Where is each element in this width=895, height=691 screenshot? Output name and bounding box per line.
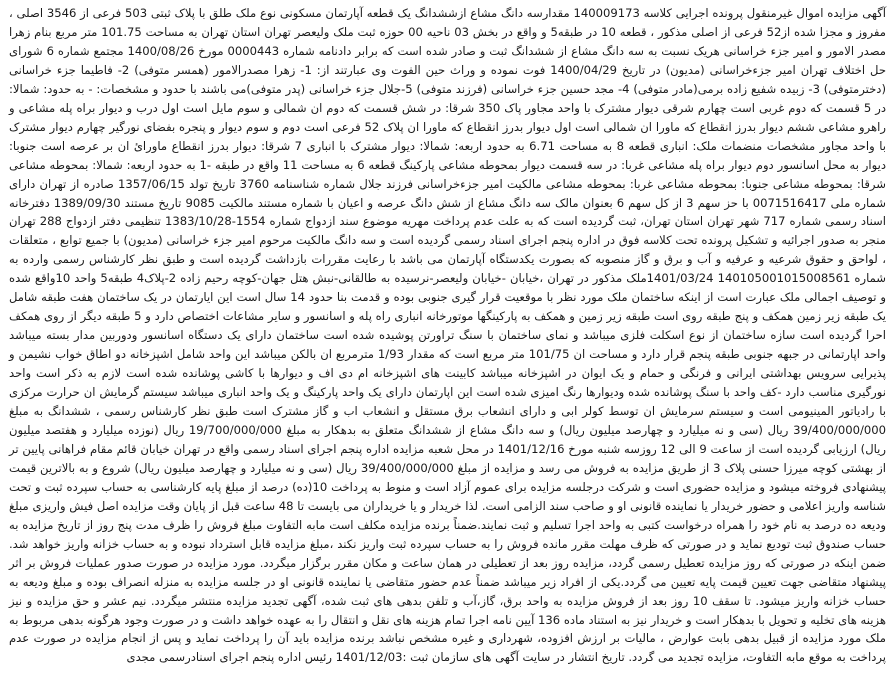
notice-footer: تاریخ انتشار در سایت آگهی های سازمان ثبت :1401/12/03 رئیس اداره پنجم اجرای اسنادرسمی مجدی — [126, 650, 625, 665]
notice-body: آگهی مزایده اموال غیرمنقول پرونده اجرایی کلاسه 140009173 مقدارسه دانگ مشاع ازششدانگ یک قطعه آپارتمان مسکونی نوع ملک طلق با پلاک ثبتی 503 فرعی از 3546 اصلی ، مفروز و مجزا شده از52 فرعی از اصلی مذکور ، قطعه 10 در طبقه5 و واقع در بخش 03 ناحیه 00 حوزه ثبت ملک ولیعصر تهران استان تهران به مساحت 101.75 متر مربع بنام زهرا مصدر الامور و امیر جزء خراسانی هریک نسبت به سه دانگ مشاع از ششدانگ ثبت و صادر شده است که برابر دادنامه شماره 0000443 مورخ 1400/08/26 مجتمع شماره 6 شورای حل اختلاف تهران امیر جزءخراسانی (مدیون) در تاریخ 1400/04/29 فوت نموده و وراث حین الفوت وی عبارتند از: 1- زهرا مصدرالامور (همسر متوفی) 2- فاطیما جزء خراسانی (دخترمتوفی) 3- زبیده شفیع زاده برمی(مادر متوفی) 4- مجد حسین جزء خراسانی (فرزند متوفی) 5-جلال جزء خراسانی (پدر متوفی)می باشند با حدود و مشخصات: - به حدود: شمالا: در 5 قسمت که دوم غربی است چهارم شرقی دیوار مشترک با واحد مجاور پاک 350 شرقا: در شش قسمت که دوم ان شمالی و سوم مایل است اول درب و دیوار براه پله مشاعی و راهرو مشاعی ششم دیوار بدرز انقطاع که ماورا ان شمالی است اول دیوار بدرز انقطاع که ماورا ان پلاک 52 فرعی است دوم و سوم دیوار و پنجره بفضای نورگیر چهارم دیوار مشترک با واحد مجاور مشخصات منضمات ملک: انباری قطعه 8 به مساحت 6.71 به حدود اربعه: شمالا: دیوار مشترک با انباری 7 شرقا: دیوار بدرز انقطاع ماورائ ان بر عرصه است جنوبا: دیوار به محل اسانسور دوم دیوار براه پله مشاعی غربا: در سه قسمت دیوار بمحوطه مشاعی پارکینگ قطعه 6 به مساحت 11 واقع در طبقه -1 به حدود اربعه: شمالا: بمحوطه مشاعی شرقا: بمحوطه مشاعی جنوبا: بمحوطه مشاعی غربا: بمحوطه مشاعی مالکیت امیر جزءخراسانی فرزند جلال شماره شناسنامه 3760 تاریخ تولد 1357/06/15 صادره از تهران دارای شماره ملی 0071516417 با حز سهم 3 از کل سهم 6 بعنوان مالک سه دانگ مشاع از شش دانگ عرصه و اعیان با شماره مستند مالکیت 9085 تاریخ مستند 1389/09/30 دفترخانه اسناد رسمی شماره 717 شهر تهران استان تهران، ثبت گردیده است که به علت عدم پرداخت مهریه موضوع سند ازدواج شماره 1554-1383/10/28 تنظیمی دفتر ازدواج 288 تهران منجر به صدور اجرائیه و تشکیل پرونده تحت کلاسه فوق در اداره پنجم اجرای اسناد رسمی گردیده است و سه دانگ مالکیت مرحوم امیر جزء خراسانی (مدیون) با جمیع توابع ، متعلقات ، لواحق و حقوق شرعیه و عرفیه و آب و برق و گاز منصوبه که بصورت یکدستگاه آپارتمان می باشد با رعایت مقررات بازداشت گردیده است و طبق نظر کارشناس رسمی وارده به شماره 140105001015008561 1401/03/24ملک مذکور در تهران ،خیابان -خیابان ولیعصر-نرسیده به طالقانی-نبش هتل جهان-کوچه رحیم زاده 2-پلاک4 طبقه5 واحد 10واقع شده و توصیف اجمالی ملک عبارت است از اینکه ساختمان ملک مورد نظر با موقعیت قرار گیری جنوبی بوده و قدمت بنا حدود 14 سال است این ایارتمان در یک ساختمان هفت طبقه شامل یک طبقه زیر زمین همکف و پنج طبقه روی است طبقه زیر زمین و همکف به پارکینگها موتورخانه انباری راه پله و اسانسور و سایر مشاعات اختصاص دارد و 5 طبقه دیگر از روی همکف احرا گردیده است سازه ساختمان از نوع اسکلت فلزی میباشد و نمای ساختمان با سنگ تراورتن پوشیده شده است ساختمان دارای یک دستگاه اسانسور ودوربین مدار بسته میباشد واحد اپارتمانی در جبهه جنوبی طبقه پنجم قرار دارد و مساحت ان 101/75 متر مربع است که مقدار 1/93 مترمربع ان بالکن میباشد این واحد شامل اشپزخانه دو اطاق خواب نشیمن و پذیرایی سرویس بهداشتی ایرانی و فرنگی و حمام و یک ایوان در اشپزخانه میباشد کابینت های اشپزخانه ام دی اف و دیوارها با کاشی پوشانده شده است لازم به ذکر است واحد نورگیری مناسب دارد -کف واحد با سنگ پوشانده شده ودیوارها رنگ امیزی شده است این اپارتمان دارای یک واحد پارکینگ و یک واحد انباری میباشد سیستم گرمایش ان حرارت مرکزی با رادیاتور المینیومی است و سیستم سرمایش ان توسط کولر ابی و دارای انشعاب برق مستقل و انشعاب اب و گاز مشترک است طبق نظر کارشناس رسمی ، ششدانگ به مبلغ 39/400/000/000 ریال (سی و نه میلیارد و چهارصد میلیون ریال) و سه دانگ مشاع از ششدانگ متعلق به بدهکار به مبلغ 19/700/000/000 ریال (نوزده میلیارد و هفتصد میلیون ریال) ارزیابی گردیده است از ساعت 9 الی 12 روزسه شنبه مورخ 1401/12/16 در محل شعبه مزایده اداره پنجم اجرای اسناد رسمی واقع در تهران خیابان قائم مقام فراهانی پایین تر از بهشتی کوچه میرزا حسنی پلاک 3 از طریق مزایده به فروش می رسد و مزایده از مبلغ 39/400/000/000 ریال (سی و نه میلیارد و چهارصد میلیون ریال) شروع و به بالاترین قیمت پیشنهادی فروخته میشود و مزایده حضوری است و شرکت درجلسه مزایده برای عموم آزاد است و منوط به پرداخت 10(ده) درصد از مبلغ پایه کارشناسی به حساب سپرده ثبت و تحت شناسه واریز اعلامی و حضور خریدار یا نماینده قانونی او و صاحب سند الزامی است. لذا خریدار و یا خریداران می بایست تا 48 ساعت قبل از پایان وقت مزایده اصل فیش واریزی مبلغ ودیعه ده درصد به نام خود را همراه درخواست کتبی به واحد اجرا تسلیم و ثبت نمایند.ضمناً برنده مزایده مکلف است مابه التفاوت مبلغ فروش را ظرف مدت پنج روز از تاریخ مزایده به حساب صندوق ثبت تودیع نماید و در صورتی که ظرف مهلت مقرر مانده فروش را به حساب سپرده ثبت واریز نکند ،مبلغ مزایده قابل استرداد نبوده و به حساب خزانه واریز خواهد شد. ضمن اینکه در صورتی که روز مزایده تعطیل رسمی گردد، مزایده روز بعد از تعطیلی در همان ساعت و مکان مقرر برگزار میگردد. مورد مزایده در صورت صدور عملیات فروش بر اثر پیشنهاد متقاضی جهت تعیین قیمت پایه تعیین می گردد.یکی از افراد زیر میباشد ضمناً عدم حضور متقاضی یا نماینده قانونی او در جلسه مزایده به منزله انصراف بوده و مبلغ ودیعه به حساب خزانه واریز میشود. تا سقف 10 روز بعد از فروش مزایده به واحد برق، گاز،آب و تلفن بدهی های ثبت شده، آگهی تجدید مزایده منتشر میگردد. نیم عشر و حق مزایده و نیز هزینه های تخلیه و تحویل با بدهکار است و خریدار نیز به استناد ماده 136 آیین نامه اجرا تمام هزینه های نقل و انتقال را به عهده خواهد داشت و در صورت وجود هرگونه بدهی مربوط به ملک مورد مزایده از قبیل بدهی بابت عوارض ، مالیات بر ارزش افزوده، شهرداری و غیره مشخص نباشد برنده مزایده باید آن را پرداخت نماید و پس از انجام مزایده در صورت عدم پرداخت به موقع مابه التفاوت، مزایده تجدید می گردد. — [9, 6, 887, 665]
